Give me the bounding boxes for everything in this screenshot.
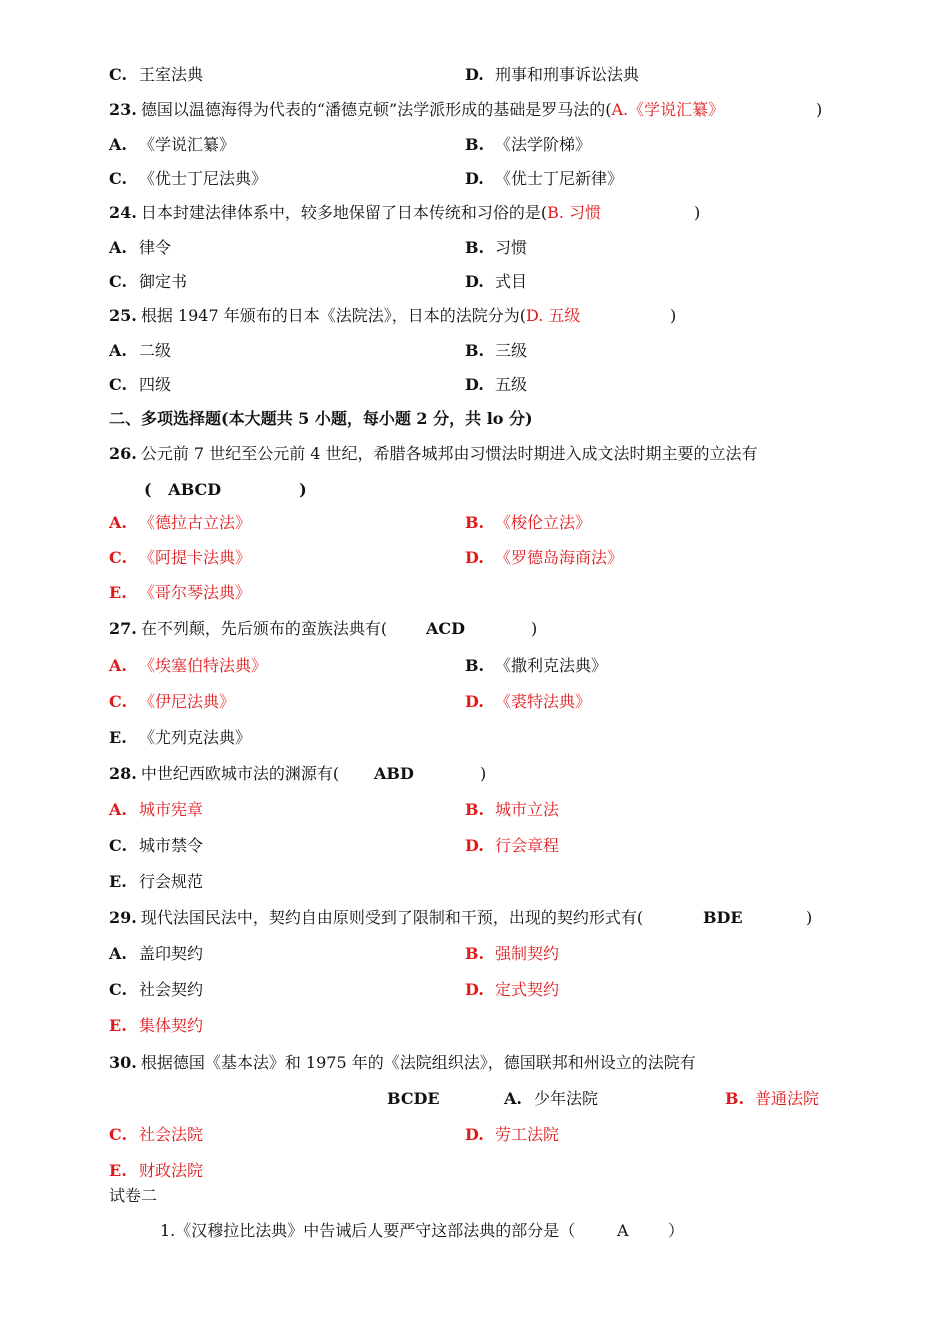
q28-stem: 28. 中世纪西欧城市法的渊源有( [109, 764, 340, 783]
q29-stem: 29. 现代法国民法中，契约自由原则受到了限制和干预，出现的契约形式有( [109, 908, 644, 927]
q23-option-b: B. 《法学阶梯》 [465, 135, 592, 154]
q26-option-a: A. 《德拉古立法》 [109, 513, 252, 532]
q22-option-d: D. 刑事和刑事诉讼法典 [465, 65, 640, 84]
q27-close-paren: ) [531, 619, 538, 638]
q26-option-e: E. 《哥尔琴法典》 [109, 583, 252, 602]
q25-option-c: C. 四级 [109, 375, 172, 394]
q28-option-b: B. 城市立法 [465, 800, 560, 819]
q27-answer: ACD [426, 619, 466, 638]
q26-option-c: C. 《阿提卡法典》 [109, 548, 252, 567]
q27-option-b: B. 《撒利克法典》 [465, 656, 608, 675]
q30-option-e: E. 财政法院 [109, 1161, 204, 1180]
q27-option-a: A. 《埃塞伯特法典》 [109, 656, 268, 675]
q25-answer: D. 五级 [525, 306, 581, 325]
q27-option-c: C. 《伊尼法典》 [109, 692, 236, 711]
q26-answer: ( ABCD ) [144, 480, 307, 499]
q24-option-b: B. 习惯 [465, 238, 528, 257]
q25-option-d: D. 五级 [465, 375, 528, 394]
q26-option-b: B. 《梭伦立法》 [465, 513, 592, 532]
q28-option-a: A. 城市宪章 [109, 800, 204, 819]
q27-option-d: D. 《裘特法典》 [465, 692, 592, 711]
q30-stem: 30. 根据德国《基本法》和 1975 年的《法院组织法》，德国联邦和州设立的法院有 [109, 1053, 696, 1072]
q22-option-c: C. 王室法典 [109, 65, 204, 84]
q24-answer: B. 习惯 [547, 203, 602, 222]
q24-option-c: C. 御定书 [109, 272, 188, 291]
q28-close-paren: ) [480, 764, 487, 783]
paper2-q1-close-paren: ） [668, 1221, 685, 1240]
paper2-q1-stem: 1.《汉穆拉比法典》中告诫后人要严守这部法典的部分是（ [160, 1221, 576, 1240]
q24-option-a: A. 律令 [109, 238, 172, 257]
q23-close-paren: ) [816, 100, 823, 119]
q25-option-a: A. 二级 [109, 341, 172, 360]
q30-option-d: D. 劳工法院 [465, 1125, 560, 1144]
q29-option-e: E. 集体契约 [109, 1016, 204, 1035]
q25-option-b: B. 三级 [465, 341, 528, 360]
q29-close-paren: ) [806, 908, 813, 927]
q29-option-a: A. 盖印契约 [109, 944, 204, 963]
q28-option-e: E. 行会规范 [109, 872, 204, 891]
q24-close-paren: ) [694, 203, 701, 222]
q23-option-d: D. 《优士丁尼新律》 [465, 169, 624, 188]
q29-answer: BDE [703, 908, 743, 927]
q29-option-b: B. 强制契约 [465, 944, 560, 963]
q27-option-e: E. 《尤列克法典》 [109, 728, 252, 747]
q23-option-a: A. 《学说汇纂》 [109, 135, 236, 154]
q23-option-c: C. 《优士丁尼法典》 [109, 169, 268, 188]
q24-stem: 24. 日本封建法律体系中，较多地保留了日本传统和习俗的是(B. 习惯 [109, 203, 602, 222]
q30-answer: BCDE [387, 1089, 440, 1108]
q26-option-d: D. 《罗德岛海商法》 [465, 548, 624, 567]
section-heading-multiple-choice: 二、多项选择题(本大题共 5 小题，每小题 2 分，共 lo 分) [109, 409, 533, 428]
q26-stem: 26. 公元前 7 世纪至公元前 4 世纪，希腊各城邦由习惯法时期进入成文法时期主要的立法有 [109, 444, 758, 463]
q30-option-c: C. 社会法院 [109, 1125, 204, 1144]
q25-close-paren: ) [670, 306, 677, 325]
q29-option-c: C. 社会契约 [109, 980, 204, 999]
q23-answer: A.《学说汇纂》 [611, 100, 725, 119]
q24-option-d: D. 式目 [465, 272, 528, 291]
paper2-q1-answer: A [617, 1221, 629, 1240]
q25-stem: 25. 根据 1947 年颁布的日本《法院法》，日本的法院分为(D. 五级 [109, 306, 581, 325]
q30-option-b: B. 普通法院 [725, 1089, 820, 1108]
q27-stem: 27. 在不列颠，先后颁布的蛮族法典有( [109, 619, 388, 638]
q30-option-a: A. 少年法院 [504, 1089, 599, 1108]
q28-option-d: D. 行会章程 [465, 836, 560, 855]
paper2-title: 试卷二 [109, 1186, 158, 1205]
q28-answer: ABD [374, 764, 414, 783]
q28-option-c: C. 城市禁令 [109, 836, 204, 855]
q23-stem: 23. 德国以温德海得为代表的“潘德克顿”法学派形成的基础是罗马法的(A.《学说汇纂》 [109, 100, 725, 119]
q29-option-d: D. 定式契约 [465, 980, 560, 999]
